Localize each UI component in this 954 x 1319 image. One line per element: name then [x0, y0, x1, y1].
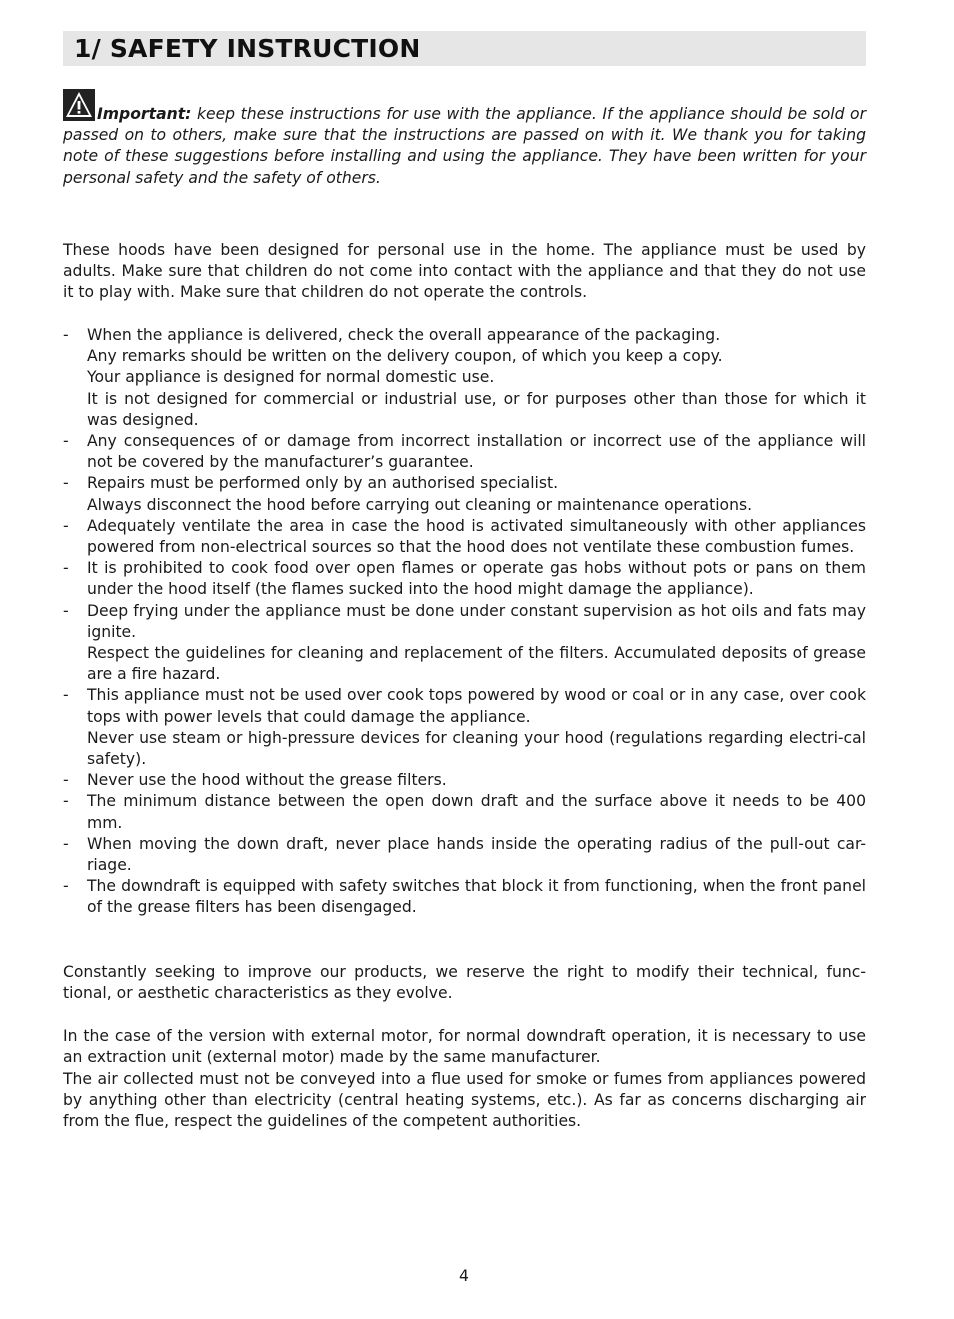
list-item-line: Respect the guidelines for cleaning and replacement of the filters. Accumulated deposits of grease are a fire hazard. [87, 644, 866, 684]
external-motor-paragraph-2: The air collected must not be conveyed into a flue used for smoke or fumes from appliances powered by anything other than electricity (central heating systems, etc.). As far as concerns discharging air from the flue, respect the guidelines of the competent authorities. [63, 1070, 866, 1131]
list-dash: - [63, 834, 69, 853]
warning-triangle-icon [63, 89, 95, 121]
important-notice [63, 89, 866, 189]
list-dash: - [63, 326, 69, 344]
list-item [63, 601, 866, 686]
intro-paragraph: These hoods have been designed for personal use in the home. The appliance must be used by adults. Make sure that children do not come into contact with the appliance and that they do not use it to play with. Make sure that children do not operate the controls. [63, 241, 866, 302]
list-dash: - [63, 877, 69, 896]
list-dash: - [63, 771, 69, 790]
list-dash: - [63, 432, 69, 451]
list-item-line: Never use the hood without the grease filters. [87, 771, 447, 790]
list-item-line: Any consequences of or damage from incorrect installation or incorrect use of the appliance will not be covered by the manufacturer’s guarantee. [87, 432, 866, 472]
important-notice-text [63, 104, 866, 189]
list-item [63, 834, 866, 876]
list-item-line: This appliance must not be used over cook tops powered by wood or coal or in any case, over cook tops with power levels that could damage the appliance. [87, 686, 866, 726]
list-dash: - [63, 474, 69, 493]
important-body: keep these instructions for use with the appliance. If the appliance should be sold or passed on to others, make sure that the instructions are passed on with it. We thank you for taking note of these suggestions before installing and using the appliance. They have been written for your personal safety and the safety of others. [63, 105, 866, 187]
list-item [63, 558, 866, 600]
safety-list [63, 325, 866, 919]
list-dash: - [63, 792, 69, 811]
list-item-line: It is not designed for commercial or industrial use, or for purposes other than those for which it was designed. [87, 389, 866, 429]
list-item [63, 516, 866, 558]
list-dash: - [63, 686, 69, 705]
list-dash: - [63, 516, 69, 535]
list-item-line: It is prohibited to cook food over open flames or operate gas hobs without pots or pans on them under the hood itself (the flames sucked into the hood might damage the appliance). [87, 559, 866, 599]
list-item-line: The downdraft is equipped with safety switches that block it from functioning, when the front panel of the grease filters has been disengaged. [87, 877, 866, 917]
list-item-line: The minimum distance between the open down draft and the surface above it needs to be 400 mm. [87, 792, 866, 832]
list-item [63, 770, 866, 791]
external-motor-paragraph-1: In the case of the version with external motor, for normal downdraft operation, it is necessary to use an extraction unit (external motor) made by the same manufacturer. [63, 1027, 866, 1067]
list-item-line: Always disconnect the hood before carrying out cleaning or maintenance operations. [87, 495, 753, 514]
list-item-line: Adequately ventilate the area in case the hood is activated simultaneously with other appliances powered from non-electrical sources so that the hood does not ventilate these combustion fumes. [87, 516, 866, 557]
list-item-line: Deep frying under the appliance must be done under constant supervision as hot oils and fats may ignite. [87, 601, 866, 641]
page-number: 4 [459, 1267, 469, 1285]
list-item-line: Your appliance is designed for normal domestic use. [87, 368, 495, 387]
list-item-line: When the appliance is delivered, check the overall appearance of the packaging. [87, 326, 721, 344]
list-item [63, 685, 866, 770]
list-item [63, 325, 866, 431]
list-item-line: Repairs must be performed only by an authorised specialist. [87, 474, 559, 493]
important-label: Important: [97, 105, 192, 123]
list-item-line: Never use steam or high-pressure devices for cleaning your hood (regulations regarding electri-cal safety). [87, 728, 866, 769]
list-item [63, 876, 866, 918]
section-title: 1/ SAFETY INSTRUCTION [74, 34, 421, 63]
list-dash: - [63, 601, 69, 620]
list-item-line: When moving the down draft, never place hands inside the operating radius of the pull-out car-riage. [87, 834, 866, 875]
list-item-line: Any remarks should be written on the delivery coupon, of which you keep a copy. [87, 347, 723, 366]
list-item [63, 791, 866, 833]
section-heading-bar [63, 31, 866, 66]
improvement-paragraph: Constantly seeking to improve our products, we reserve the right to modify their technical, func-tional, or aesthetic characteristics as they evolve. [63, 963, 866, 1003]
list-item [63, 431, 866, 473]
list-item [63, 473, 866, 515]
list-dash: - [63, 559, 69, 578]
